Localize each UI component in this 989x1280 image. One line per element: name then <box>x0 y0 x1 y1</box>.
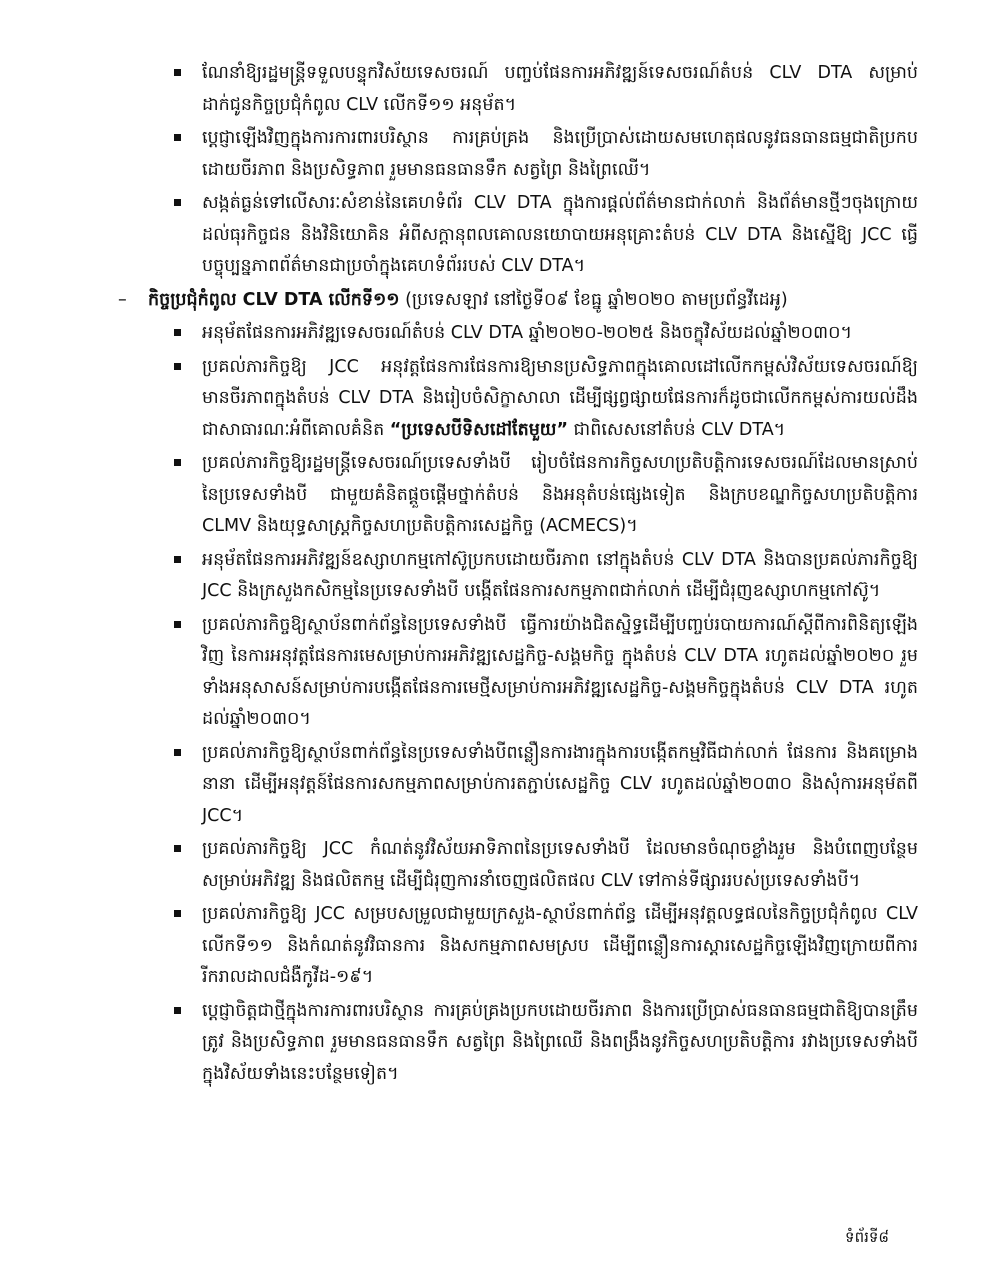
list-item <box>118 545 918 608</box>
square-bullet-icon <box>174 199 181 206</box>
list-item <box>118 123 918 186</box>
list-item <box>118 448 918 543</box>
list-item-text: ប្ដេជ្ញាឡើងវិញក្នុងការការពារបរិស្ថាន ការគ្រប់គ្រង និងប្រើប្រាស់ដោយសមហេតុផលនូវធនធានធម្មជាតិប្រកបដោយចីរភាព និងប្រសិទ្ធភាព រួមមានធនធានទឹក សត្វព្រៃ និងព្រៃឈើ។ <box>202 128 918 180</box>
page-number: ទំព័រទី៨ <box>845 1228 889 1246</box>
list-item <box>118 899 918 994</box>
list-item-text: សង្កត់ធ្ងន់ទៅលើសារៈសំខាន់នៃគេហទំព័រ CLV DTA ក្នុងការផ្ដល់ព័ត៌មានជាក់លាក់ និងព័ត៌មានថ្មីៗចុងក្រោយ ដល់ធុរកិច្ចជន និងវិនិយោគិន អំពីសក្ដានុពលគោលនយោបាយអនុគ្រោះតំបន់ CLV DTA និងស្នើឱ្យ JCC ធ្វើបច្ចុប្បន្នភាពព័ត៌មានជាប្រចាំក្នុងគេហទំព័ររបស់ CLV DTA។ <box>202 193 918 276</box>
square-bullet-icon <box>174 556 181 563</box>
list-item-text: ណែនាំឱ្យរដ្ឋមន្ត្រីទទួលបន្ទុកវិស័យទេសចរណ៍ បញ្ចប់ផែនការអភិវឌ្ឍន៍ទេសចរណ៍តំបន់ CLV DTA សម្រាប់ដាក់ជូនកិច្ចប្រជុំកំពូល CLV លើកទី១១ អនុម័ត។ <box>202 63 918 115</box>
square-bullet-icon <box>174 459 181 466</box>
section-heading <box>118 285 918 317</box>
list-item <box>118 996 918 1091</box>
list-item-text-tail: ជាពិសេសនៅតំបន់ CLV DTA។ <box>567 419 786 440</box>
list-item <box>118 834 918 897</box>
square-bullet-icon <box>174 845 181 852</box>
square-bullet-icon <box>174 910 181 917</box>
list-item <box>118 318 918 350</box>
list-item <box>118 610 918 736</box>
square-bullet-icon <box>174 134 181 141</box>
list-item-text: ប្រគល់ភារកិច្ចឱ្យ JCC អនុវត្តផែនការផែនការឱ្យមានប្រសិទ្ធភាពក្នុងគោលដៅលើកកម្ពស់វិស័យទេសចរណ៍ឱ្យមានចីរភាពក្នុងតំបន់ CLV DTA និងរៀបចំសិក្ខាសាលា ដើម្បីផ្សព្វផ្សាយផែនការក៏ដូចជាលើកកម្ពស់ការយល់ដឹងជាសាធារណៈអំពីគោលគំនិត <box>202 356 918 440</box>
list-item-text: ប្រគល់ភារកិច្ចឱ្យ JCC សម្របសម្រួលជាមួយក្រសួង-ស្ថាប័នពាក់ព័ន្ធ ដើម្បីអនុវត្តលទ្ធផលនៃកិច្ចប្រជុំកំពូល CLV លើកទី១១ និងកំណត់នូវវិធានការ និងសកម្មភាពសមស្រប ដើម្បីពន្លឿនការស្ដារសេដ្ឋកិច្ចឡើងវិញក្រោយពីការរីករាលដាលជំងឺកូវីដ-១៩។ <box>202 904 918 987</box>
square-bullet-icon <box>174 363 181 370</box>
list-item-text: អនុម័តផែនការអភិវឌ្ឍន៍ឧស្សាហកម្មកៅស៊ូប្រកបដោយចីរភាព នៅក្នុងតំបន់ CLV DTA និងបានប្រគល់ភារកិច្ចឱ្យ JCC និងក្រសួងកសិកម្មនៃប្រទេសទាំងបី បង្កើតផែនការសកម្មភាពជាក់លាក់ ដើម្បីជំរុញឧស្សាហកម្មកៅស៊ូ។ <box>202 549 918 601</box>
list-item-text: ប្រគល់ភារកិច្ចឱ្យស្ថាប័នពាក់ព័ន្ធនៃប្រទេសទាំងបីពន្លឿនការងារក្នុងការបង្កើតកម្មវិធីជាក់លាក់ ផែនការ និងគម្រោងនានា ដើម្បីអនុវត្តន៍ផែនការសកម្មភាពសម្រាប់ការតភ្ជាប់សេដ្ឋកិច្ច CLV រហូតដល់ឆ្នាំ២០៣០ និងសុំការអនុម័តពី JCC។ <box>202 742 918 826</box>
list-item <box>118 738 918 833</box>
square-bullet-icon <box>174 69 181 76</box>
dash-marker: – <box>118 289 127 310</box>
square-bullet-icon <box>174 1007 181 1014</box>
square-bullet-icon <box>174 749 181 756</box>
square-bullet-icon <box>174 329 181 336</box>
list-item-text: អនុម័តផែនការអភិវឌ្ឍទេសចរណ៍តំបន់ CLV DTA ឆ្នាំ២០២០-២០២៥ និងចក្ខុវិស័យដល់ឆ្នាំ២០៣០។ <box>202 323 853 343</box>
list-item-text: ប្រគល់ភារកិច្ចឱ្យស្ថាប័នពាក់ព័ន្ធនៃប្រទេសទាំងបី ធ្វើការយ៉ាងជិតស្និទ្ធដើម្បីបញ្ចប់របាយការណ៍ស្ដីពីការពិនិត្យឡើងវិញ នៃការអនុវត្តផែនការមេសម្រាប់ការអភិវឌ្ឍសេដ្ឋកិច្ច-សង្គមកិច្ច ក្នុងតំបន់ CLV DTA រហូតដល់ឆ្នាំ២០២០ រួមទាំងអនុសាសន៍សម្រាប់ការបង្កើតផែនការមេថ្មីសម្រាប់ការអភិវឌ្ឍសេដ្ឋកិច្ច-សង្គមកិច្ចក្នុងតំបន់ CLV DTA រហូតដល់ឆ្នាំ២០៣០។ <box>202 614 918 729</box>
list-item-text: ប្រគល់ភារកិច្ចឱ្យ JCC កំណត់នូវវិស័យអាទិភាពនៃប្រទេសទាំងបី ដែលមានចំណុចខ្លាំងរួម និងបំពេញបន្ថែមសម្រាប់អភិវឌ្ឍ និងផលិតកម្ម ដើម្បីជំរុញការនាំចេញផលិតផល CLV ទៅកាន់ទីផ្សាររបស់ប្រទេសទាំងបី។ <box>202 839 918 891</box>
section-subtitle: (ប្រទេសឡាវ នៅថ្ងៃទី០៩ ខែធ្នូ ឆ្នាំ២០២០ តាមប្រព័ន្ធវីដេអូ) <box>399 289 788 310</box>
list-item <box>118 188 918 283</box>
list-item-text: ប្រគល់ភារកិច្ចឱ្យរដ្ឋមន្ត្រីទេសចរណ៍ប្រទេសទាំងបី រៀបចំផែនការកិច្ចសហប្រតិបត្តិការទេសចរណ៍ដែលមានស្រាប់នៃប្រទេសទាំងបី ជាមួយគំនិតផ្ដួចផ្ដើមថ្នាក់តំបន់ និងអនុតំបន់ផ្សេងទៀត និងក្របខណ្ឌកិច្ចសហប្រតិបត្តិការ CLMV និងយុទ្ធសាស្ត្រកិច្ចសហប្រតិបត្តិការសេដ្ឋកិច្ច (ACMECS)។ <box>202 453 918 536</box>
list-item <box>118 352 918 447</box>
list-item-text: ប្ដេជ្ញាចិត្តជាថ្មីក្នុងការការពារបរិស្ថាន ការគ្រប់គ្រងប្រកបដោយចីរភាព និងការប្រើប្រាស់ធនធានធម្មជាតិឱ្យបានត្រឹមត្រូវ និងប្រសិទ្ធភាព រួមមានធនធានទឹក សត្វព្រៃ និងព្រៃឈើ និងពង្រឹងនូវកិច្ចសហប្រតិបត្តិការ រវាងប្រទេសទាំងបីក្នុងវិស័យទាំងនេះបន្ថែមទៀត។ <box>202 1000 918 1084</box>
document-body <box>118 58 918 1092</box>
section-title: កិច្ចប្រជុំកំពូល CLV DTA លើកទី១១ <box>148 289 400 310</box>
emphasized-concept: “ប្រទេសបីទិសដៅតែមួយ” <box>389 419 568 440</box>
list-item <box>118 58 918 121</box>
square-bullet-icon <box>174 621 181 628</box>
